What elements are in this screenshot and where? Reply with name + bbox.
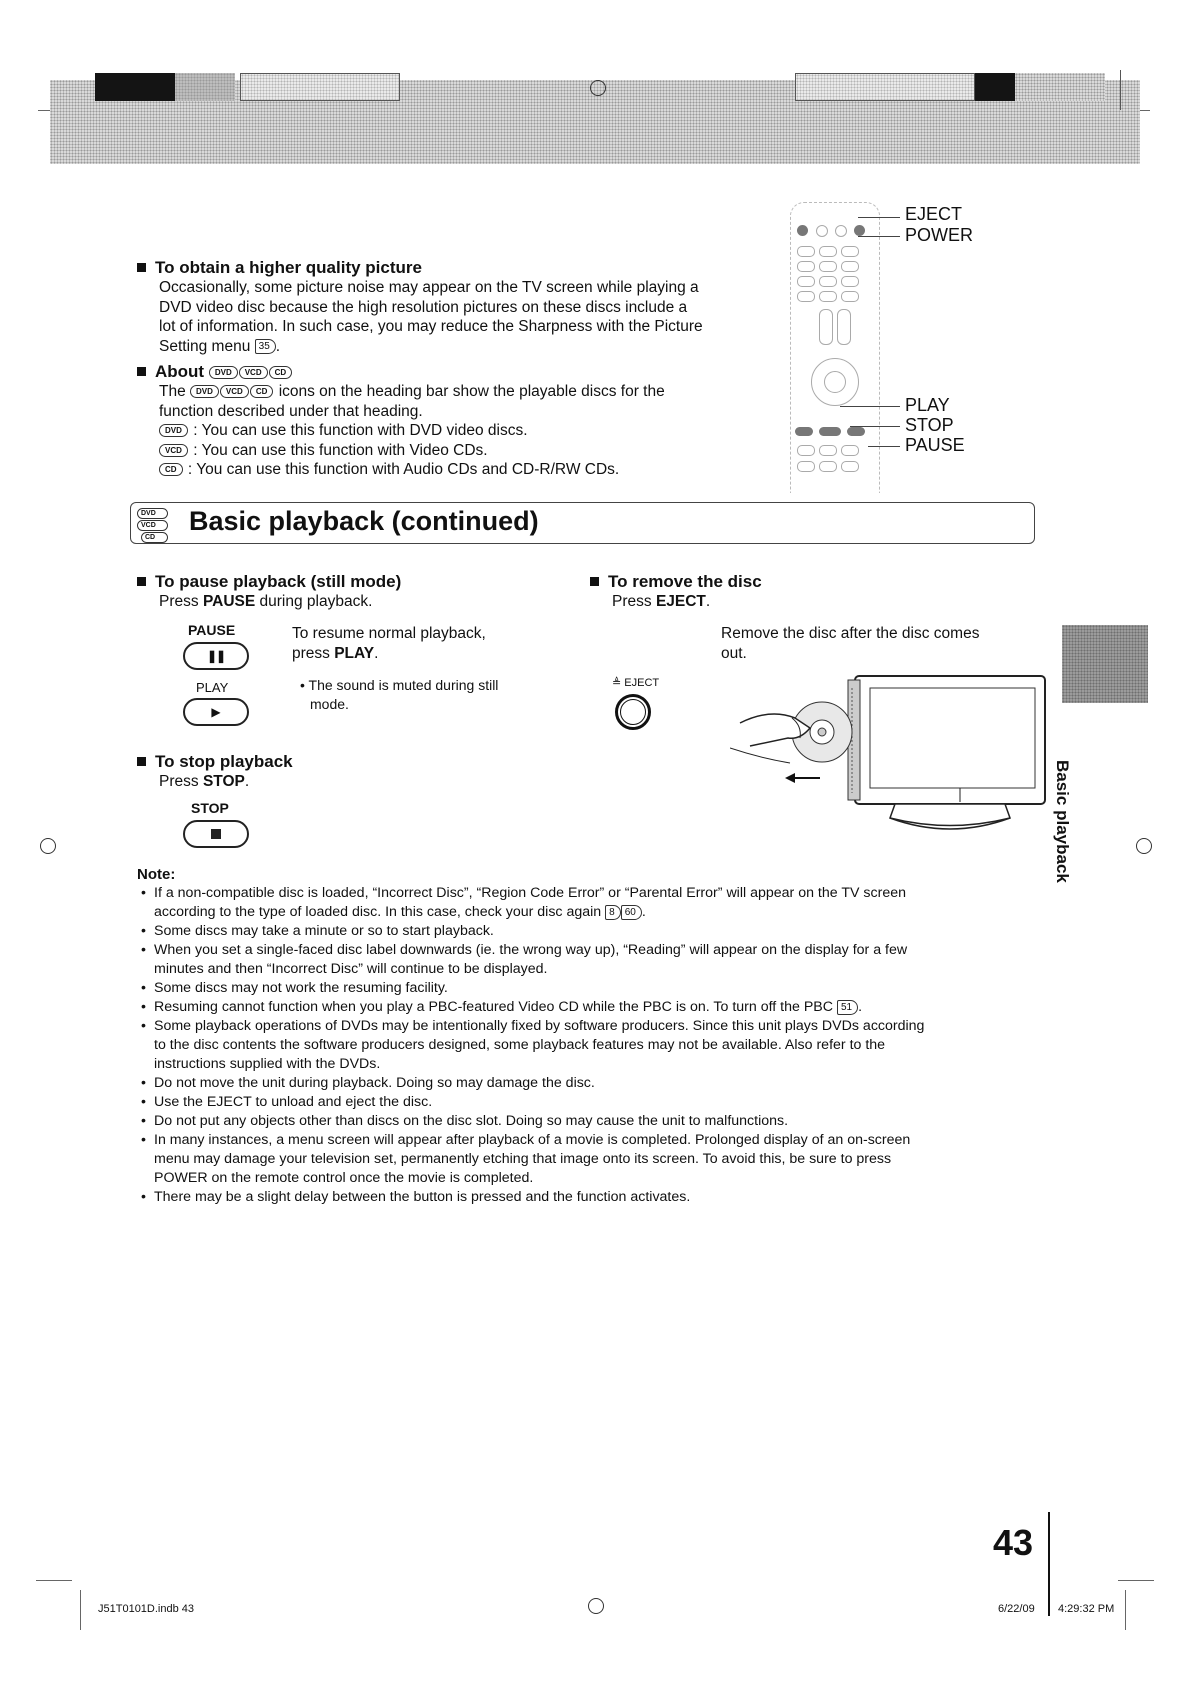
play-icon: ▶ xyxy=(211,705,221,719)
list-item: • Resuming cannot function when you play a PBC-featured Video CD while the PBC is on. To turn off the PBC 51 . xyxy=(137,998,1037,1017)
eject-button[interactable] xyxy=(615,694,651,730)
disc-type-icons: DVD VCD CD xyxy=(137,508,169,540)
vcd-disc-icon: VCD xyxy=(220,385,249,398)
page-number: 43 xyxy=(993,1522,1034,1563)
section-title: About xyxy=(155,362,205,381)
pause-button-icon xyxy=(847,427,865,436)
registration-mark-icon xyxy=(590,80,606,96)
play-button-label: PLAY xyxy=(196,680,229,695)
footer-date: 6/22/09 xyxy=(998,1603,1035,1615)
remote-control-illustration xyxy=(790,202,880,493)
cd-disc-icon: CD xyxy=(250,385,274,398)
side-tab-block xyxy=(1062,625,1148,703)
note-title: Note: xyxy=(137,866,176,883)
list-item: • Some discs may not work the resuming facility. xyxy=(137,979,1037,998)
registration-mark-icon xyxy=(1136,838,1152,854)
bullet-square-icon xyxy=(137,577,146,586)
page-ref[interactable]: 8 xyxy=(605,905,621,920)
eject-ring-icon xyxy=(620,699,646,725)
registration-mark-icon xyxy=(40,838,56,854)
power-button-icon xyxy=(854,225,865,236)
vcd-disc-icon: VCD xyxy=(239,366,268,379)
eject-button-label: ≜ EJECT xyxy=(612,677,660,689)
stop-button[interactable] xyxy=(183,820,249,848)
dvd-disc-icon: DVD xyxy=(209,366,238,379)
paragraph-line: Occasionally, some picture noise may appear on the TV screen while playing a xyxy=(159,279,699,296)
list-item: • Some discs may take a minute or so to start playback. xyxy=(137,922,1037,941)
stop-label: STOP xyxy=(905,415,954,435)
dvd-disc-icon: DVD xyxy=(159,424,188,437)
paragraph-line: lot of information. In such case, you may reduce the Sharpness with the Picture xyxy=(159,318,703,335)
list-item: • When you set a single-faced disc label downwards (ie. the wrong way up), “Reading” will appear on the display for a few minutes and then “Incorrect Disc” will continue to be displayed. xyxy=(137,941,1037,979)
bullet-square-icon xyxy=(137,757,146,766)
pause-button-label: PAUSE xyxy=(188,622,236,638)
intro-about-icons: About DVD VCD CD The DVD VCD CD icons on the heading bar show the playable discs for the function described under that heading. DVD : You can use this function with DVD video discs. VCD : You can use this function with Video CDs. CD : You can use this function with Audio CDs and CD-R/RW CDs. xyxy=(137,362,777,480)
registration-mark-icon xyxy=(588,1598,604,1614)
page-ref[interactable]: 51 xyxy=(837,1000,858,1015)
footer-time: 4:29:32 PM xyxy=(1058,1603,1115,1615)
note-list xyxy=(137,884,1037,1207)
section-title: To pause playback (still mode) xyxy=(155,572,402,591)
play-button-icon xyxy=(795,427,813,436)
bullet-square-icon xyxy=(137,367,146,376)
resume-text: To resume normal playback, press PLAY. xyxy=(292,625,486,662)
footer-file: J51T0101D.indb 43 xyxy=(98,1603,195,1615)
mute-note: • The sound is muted during still mode. xyxy=(300,677,499,712)
stop-button-label: STOP xyxy=(191,800,229,816)
note-section xyxy=(137,866,1037,1207)
list-item: • If a non-compatible disc is loaded, “Incorrect Disc”, “Region Code Error” or “Parental Error” will appear on the TV screen according to the type of loaded disc. In this case, check your disc again 8 60 . xyxy=(137,884,1037,922)
paragraph-line: DVD video disc because the high resolution pictures on these discs include a xyxy=(159,298,688,316)
section-title: To stop playback xyxy=(155,752,293,771)
pause-icon: ❚❚ xyxy=(206,649,226,663)
play-button[interactable] xyxy=(183,698,249,726)
bullet-square-icon xyxy=(590,577,599,586)
list-item: • Do not move the unit during playback. Doing so may damage the disc. xyxy=(137,1074,1037,1093)
stop-section: To stop playback Press STOP. xyxy=(137,752,577,792)
paragraph-line: function described under that heading. xyxy=(159,402,423,420)
list-item: • In many instances, a menu screen will appear after playback of a movie is completed. Prolonged display of an on-screen menu may damage your television set, permanently etching that image onto its screen. To avoid this, be sure to press POWER on the remote control once the movie is completed. xyxy=(137,1131,1037,1188)
pause-label: PAUSE xyxy=(905,435,965,455)
section-title: To obtain a higher quality picture xyxy=(155,258,422,277)
pause-section: To pause playback (still mode) Press PAUSE during playback. xyxy=(137,572,577,612)
play-label: PLAY xyxy=(905,395,950,415)
stop-icon xyxy=(211,829,221,839)
bullet-square-icon xyxy=(137,263,146,272)
stop-button-icon xyxy=(819,427,841,436)
pause-button[interactable] xyxy=(183,642,249,670)
section-heading-bar xyxy=(130,502,1035,544)
vcd-disc-icon: VCD xyxy=(159,444,188,457)
remove-disc-section: To remove the disc Press EJECT. xyxy=(590,572,1010,612)
list-item: • There may be a slight delay between the button is pressed and the function activates. xyxy=(137,1188,1037,1207)
page-ref[interactable]: 60 xyxy=(621,905,642,920)
side-tab-label: Basic playback xyxy=(1053,760,1072,883)
eject-button-icon xyxy=(797,225,808,236)
tv-illustration xyxy=(730,668,1060,844)
list-item: • Use the EJECT to unload and eject the disc. xyxy=(137,1093,1037,1112)
cd-disc-icon: CD xyxy=(159,463,183,476)
page-number-rule xyxy=(1048,1512,1050,1616)
eject-label: EJECT xyxy=(905,204,963,224)
section-heading: Basic playback (continued) xyxy=(189,506,539,536)
power-label: POWER xyxy=(905,225,974,245)
disc-item: DVD : You can use this function with DVD video discs. xyxy=(159,421,777,441)
disc-item: VCD : You can use this function with Video CDs. xyxy=(159,441,777,461)
remove-disc-text: Remove the disc after the disc comes out. xyxy=(721,625,980,662)
cd-disc-icon: CD xyxy=(269,366,293,379)
header-bar xyxy=(0,0,1190,170)
dvd-disc-icon: DVD xyxy=(190,385,219,398)
list-item: • Do not put any objects other than discs on the disc slot. Doing so may cause the unit to malfunctions. xyxy=(137,1112,1037,1131)
list-item: • Some playback operations of DVDs may be intentionally fixed by software producers. Since this unit plays DVDs according to the disc contents the software producers designed, some playback features may not be available. Also refer to the instructions supplied with the DVDs. xyxy=(137,1017,1037,1074)
section-title: To remove the disc xyxy=(608,572,762,591)
page-ref[interactable]: 35 xyxy=(255,339,276,354)
disc-item: CD : You can use this function with Audio CDs and CD-R/RW CDs. xyxy=(159,460,777,480)
intro-higher-quality: To obtain a higher quality picture Occasionally, some picture noise may appear on the TV screen while playing a DVD video disc because the high resolution pictures on these discs include a lot of information. In such case, you may reduce the Sharpness with the Picture Setting menu 35 . xyxy=(137,258,777,356)
paragraph-line: Setting menu xyxy=(159,337,251,355)
